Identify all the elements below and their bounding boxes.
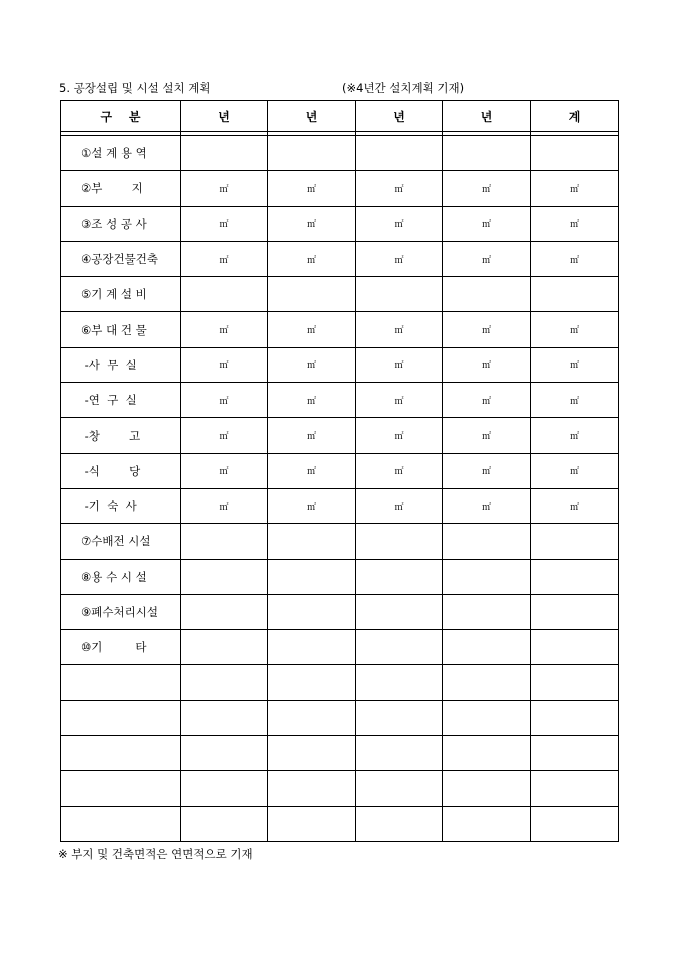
table-row xyxy=(61,630,619,665)
facility-plan-table xyxy=(60,100,619,842)
table-cell: ㎡ xyxy=(181,453,268,488)
table-cell xyxy=(181,524,268,559)
table-cell: ㎡ xyxy=(181,241,268,276)
row-label xyxy=(61,806,181,841)
table-cell: ㎡ xyxy=(443,241,531,276)
table-cell xyxy=(268,559,356,594)
row-label xyxy=(61,771,181,806)
table-cell xyxy=(268,630,356,665)
table-cell: ㎡ xyxy=(356,488,443,523)
table-header-row xyxy=(61,101,619,132)
table-row xyxy=(61,700,619,735)
table-cell: ㎡ xyxy=(531,312,619,347)
table-cell xyxy=(181,594,268,629)
table-cell: ㎡ xyxy=(531,383,619,418)
table-cell xyxy=(531,806,619,841)
section-title: 5. 공장설립 및 시설 설치 계획 xyxy=(59,81,211,95)
row-label: ①설 계 용 역 xyxy=(61,136,181,171)
row-label: ⑧용 수 시 설 xyxy=(61,559,181,594)
table-cell: ㎡ xyxy=(356,312,443,347)
table-cell: ㎡ xyxy=(356,383,443,418)
table-row xyxy=(61,241,619,276)
table-cell: ㎡ xyxy=(531,418,619,453)
table-cell xyxy=(181,665,268,700)
column-header-total: 계 xyxy=(531,101,619,132)
table-cell: ㎡ xyxy=(443,347,531,382)
table-cell xyxy=(356,771,443,806)
column-header-year: 년 xyxy=(356,101,443,132)
table-cell xyxy=(531,630,619,665)
table-cell: ㎡ xyxy=(268,312,356,347)
table-row xyxy=(61,206,619,241)
column-header-category: 구 분 xyxy=(61,101,181,132)
table-cell: ㎡ xyxy=(443,488,531,523)
row-label: -연 구 실 xyxy=(61,383,181,418)
table-cell xyxy=(443,700,531,735)
row-label: -사 무 실 xyxy=(61,347,181,382)
table-cell xyxy=(356,700,443,735)
table-cell xyxy=(268,806,356,841)
table-row xyxy=(61,488,619,523)
table-cell xyxy=(443,806,531,841)
table-cell xyxy=(531,594,619,629)
row-label xyxy=(61,665,181,700)
table-cell: ㎡ xyxy=(268,418,356,453)
table-cell xyxy=(531,277,619,312)
row-label: -식 당 xyxy=(61,453,181,488)
table-cell xyxy=(181,736,268,771)
table-row xyxy=(61,594,619,629)
table-cell xyxy=(268,524,356,559)
table-cell: ㎡ xyxy=(443,206,531,241)
table-cell xyxy=(356,277,443,312)
table-row xyxy=(61,383,619,418)
row-label: ⑤기 계 설 비 xyxy=(61,277,181,312)
table-cell: ㎡ xyxy=(356,171,443,206)
table-cell xyxy=(531,524,619,559)
table-cell: ㎡ xyxy=(443,418,531,453)
table-row xyxy=(61,559,619,594)
table-row xyxy=(61,524,619,559)
table-cell xyxy=(356,630,443,665)
table-cell xyxy=(443,594,531,629)
table-cell xyxy=(443,277,531,312)
table-cell: ㎡ xyxy=(181,347,268,382)
table-cell: ㎡ xyxy=(356,453,443,488)
table-cell xyxy=(356,559,443,594)
table-cell: ㎡ xyxy=(531,453,619,488)
table-cell xyxy=(181,771,268,806)
table-row xyxy=(61,806,619,841)
table-cell xyxy=(356,665,443,700)
table-cell: ㎡ xyxy=(181,312,268,347)
table-cell: ㎡ xyxy=(268,383,356,418)
table-cell: ㎡ xyxy=(181,383,268,418)
table-cell xyxy=(443,665,531,700)
table-cell: ㎡ xyxy=(181,488,268,523)
table-cell xyxy=(443,559,531,594)
table-cell xyxy=(268,700,356,735)
table-cell xyxy=(531,736,619,771)
table-cell xyxy=(531,700,619,735)
table-cell xyxy=(356,806,443,841)
table-row xyxy=(61,736,619,771)
table-cell: ㎡ xyxy=(181,171,268,206)
table-cell xyxy=(268,594,356,629)
column-header-year: 년 xyxy=(443,101,531,132)
row-label: ③조 성 공 사 xyxy=(61,206,181,241)
table-cell: ㎡ xyxy=(268,488,356,523)
row-label: ④공장건물건축 xyxy=(61,241,181,276)
table-cell: ㎡ xyxy=(356,206,443,241)
row-label: ⑨폐수처리시설 xyxy=(61,594,181,629)
table-cell xyxy=(181,630,268,665)
row-label: ⑦수배전 시설 xyxy=(61,524,181,559)
table-cell xyxy=(443,736,531,771)
table-cell xyxy=(531,559,619,594)
table-cell: ㎡ xyxy=(268,206,356,241)
table-row xyxy=(61,418,619,453)
table-cell xyxy=(531,771,619,806)
section-note: (※4년간 설치계획 기재) xyxy=(342,81,465,95)
table-cell: ㎡ xyxy=(443,383,531,418)
table-cell xyxy=(181,559,268,594)
table-cell: ㎡ xyxy=(443,171,531,206)
table-row xyxy=(61,665,619,700)
row-label: -기 숙 사 xyxy=(61,488,181,523)
table-cell xyxy=(181,806,268,841)
table-cell: ㎡ xyxy=(443,312,531,347)
table-cell xyxy=(531,136,619,171)
table-cell: ㎡ xyxy=(268,453,356,488)
table-row xyxy=(61,136,619,171)
table-cell xyxy=(268,277,356,312)
column-header-year: 년 xyxy=(268,101,356,132)
table-cell: ㎡ xyxy=(356,241,443,276)
row-label: ②부 지 xyxy=(61,171,181,206)
row-label: ⑩기 타 xyxy=(61,630,181,665)
table-row xyxy=(61,277,619,312)
table-cell xyxy=(356,524,443,559)
footnote: ※ 부지 및 건축면적은 연면적으로 기재 xyxy=(58,847,253,861)
table-cell xyxy=(443,630,531,665)
table-cell: ㎡ xyxy=(356,347,443,382)
table-cell xyxy=(181,700,268,735)
table-cell: ㎡ xyxy=(531,241,619,276)
table-cell xyxy=(443,136,531,171)
table-row xyxy=(61,453,619,488)
section-heading xyxy=(59,80,619,96)
table-cell: ㎡ xyxy=(181,206,268,241)
table-cell xyxy=(356,736,443,771)
table-cell xyxy=(356,594,443,629)
row-label: -창 고 xyxy=(61,418,181,453)
row-label: ⑥부 대 건 물 xyxy=(61,312,181,347)
table-cell xyxy=(268,665,356,700)
row-label xyxy=(61,700,181,735)
table-cell: ㎡ xyxy=(531,488,619,523)
table-row xyxy=(61,347,619,382)
table-cell: ㎡ xyxy=(531,206,619,241)
table-cell: ㎡ xyxy=(268,347,356,382)
table-row xyxy=(61,312,619,347)
table-cell xyxy=(181,277,268,312)
table-cell xyxy=(268,136,356,171)
table-cell xyxy=(268,771,356,806)
table-cell: ㎡ xyxy=(356,418,443,453)
table-cell xyxy=(443,524,531,559)
table-cell xyxy=(356,136,443,171)
table-row xyxy=(61,171,619,206)
table-cell: ㎡ xyxy=(181,418,268,453)
table-cell xyxy=(531,665,619,700)
table-cell: ㎡ xyxy=(268,241,356,276)
table-cell: ㎡ xyxy=(443,453,531,488)
table-cell xyxy=(443,771,531,806)
table-cell: ㎡ xyxy=(531,171,619,206)
column-header-year: 년 xyxy=(181,101,268,132)
row-label xyxy=(61,736,181,771)
table-cell: ㎡ xyxy=(268,171,356,206)
table-cell: ㎡ xyxy=(531,347,619,382)
table-cell xyxy=(268,736,356,771)
table-row xyxy=(61,771,619,806)
table-cell xyxy=(181,136,268,171)
